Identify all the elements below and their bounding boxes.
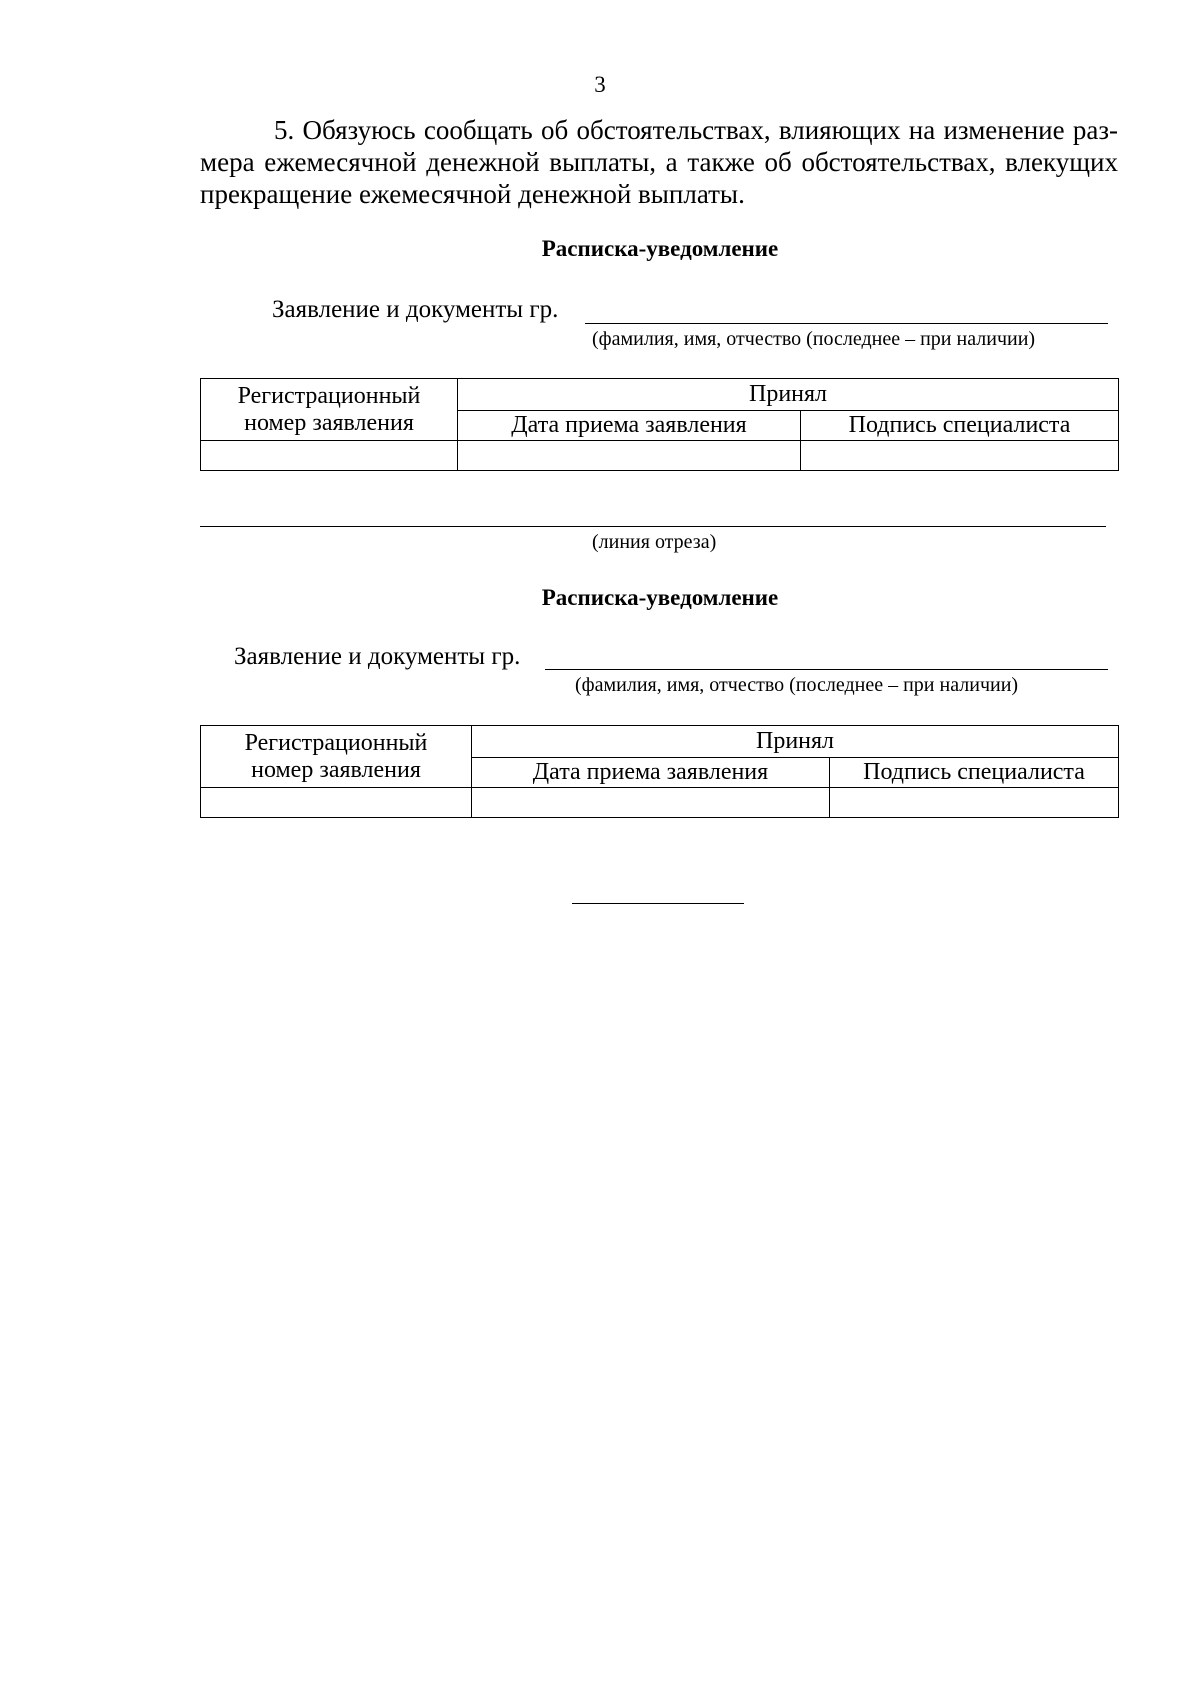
applicant-name-line[interactable] bbox=[545, 669, 1108, 670]
date-cell[interactable] bbox=[472, 788, 830, 818]
date-cell[interactable] bbox=[458, 441, 801, 471]
paragraph-line: мера ежемесячной денежной выплаты, а также об обстоятельствах, влекущих bbox=[200, 147, 1118, 177]
accepted-header: Принял bbox=[458, 379, 1119, 411]
applicant-statement: Заявление и документы гр. bbox=[234, 643, 521, 670]
name-caption: (фамилия, имя, отчество (последнее – при наличии) bbox=[592, 328, 1036, 350]
registration-table bbox=[200, 725, 1119, 818]
obligation-paragraph bbox=[200, 114, 1118, 210]
reg-number-header-line: номер заявления bbox=[251, 756, 421, 783]
signature-cell[interactable] bbox=[830, 788, 1119, 818]
end-of-document-line bbox=[572, 903, 744, 904]
cut-line bbox=[200, 526, 1106, 527]
accepted-header: Принял bbox=[472, 726, 1119, 758]
page-number: 3 bbox=[594, 72, 606, 97]
date-header: Дата приема заявления bbox=[472, 758, 830, 788]
signature-header: Подпись специалиста bbox=[801, 411, 1119, 441]
reg-number-cell[interactable] bbox=[201, 788, 472, 818]
reg-number-header-line: Регистрационный bbox=[237, 382, 421, 409]
receipt-title: Расписка-уведомление bbox=[541, 236, 779, 261]
paragraph-line: 5. Обязуюсь сообщать об обстоятельствах, влияющих на изменение раз- bbox=[274, 115, 1118, 145]
reg-number-header-line: Регистрационный bbox=[244, 729, 428, 756]
applicant-name-line[interactable] bbox=[585, 323, 1108, 324]
receipt-title: Расписка-уведомление bbox=[541, 585, 779, 610]
signature-cell[interactable] bbox=[801, 441, 1119, 471]
name-caption: (фамилия, имя, отчество (последнее – при наличии) bbox=[575, 674, 1019, 696]
reg-number-cell[interactable] bbox=[201, 441, 458, 471]
registration-table bbox=[200, 378, 1119, 471]
date-header: Дата приема заявления bbox=[458, 411, 801, 441]
paragraph-line: прекращение ежемесячной денежной выплаты. bbox=[200, 179, 745, 209]
reg-number-header bbox=[201, 726, 472, 788]
applicant-statement: Заявление и документы гр. bbox=[272, 296, 559, 323]
reg-number-header-line: номер заявления bbox=[244, 409, 414, 436]
reg-number-header bbox=[201, 379, 458, 441]
signature-header: Подпись специалиста bbox=[830, 758, 1119, 788]
cut-line-caption: (линия отреза) bbox=[592, 531, 717, 553]
